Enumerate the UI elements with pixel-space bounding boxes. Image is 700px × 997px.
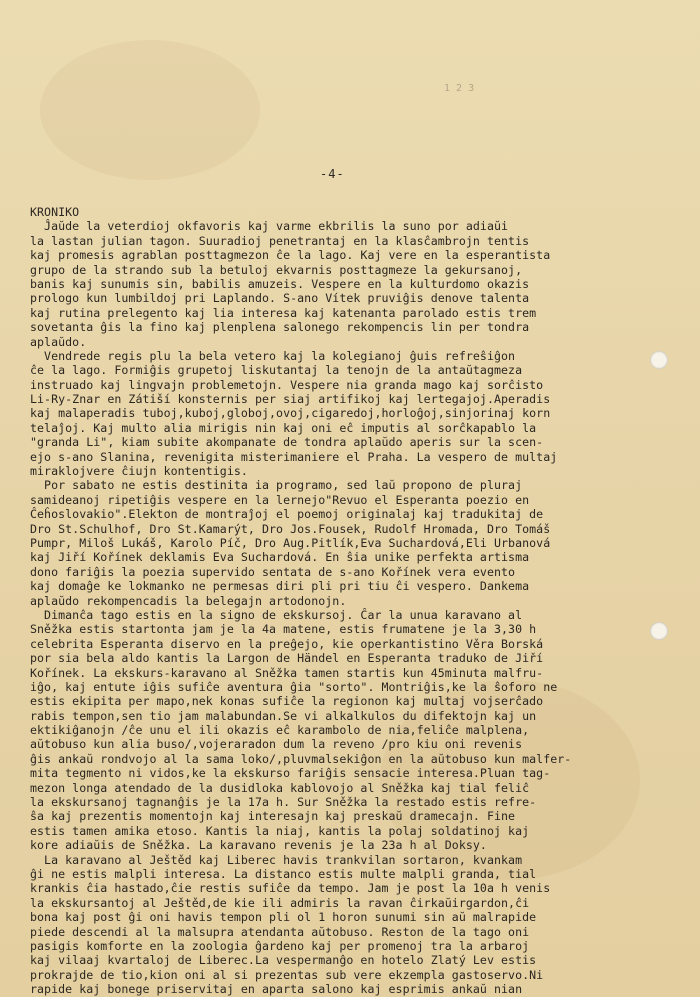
text-line: Por sabato ne estis destinita ia programo, sed laŭ propono de pluraj [30,478,523,493]
text-line: mezon longa atendado de la dusidloka kablovojo al Sněžka kaj tial feliĉ [30,780,530,795]
text-line: Pumpr, Miloš Lukáš, Karolo Píč, Dro Aug.Pitlík,Eva Suchardová,Eli Urbanová [30,535,551,550]
text-line: instruado kaj lingvajn problemetojn. Vespere nia granda mago kaj sorĉisto [30,377,544,392]
text-line: bona kaj post ĝi oni havis tempon pli ol 1 horon sunumi sin aŭ malrapide [30,910,537,925]
section-title: KRONIKO [30,205,80,219]
text-line: miraklojvere ĉiujn kontentigis. [30,464,248,479]
text-line: ejo s-ano Slanina, revenigita misterimaniere el Praha. La vespero de multaj [30,449,558,464]
text-line: prologo kun lumbildoj pri Laplando. S-ano Vítek pruviĝis denove talenta [30,291,530,306]
text-line: por sia bela aldo kantis la Largon de Händel en Esperanta traduko de Jiří [30,651,544,666]
typewritten-text [30,205,670,996]
text-line: kaj malaperadis tuboj,kuboj,globoj,ovoj,cigaredoj,horloĝoj,sinjorinaj korn [30,406,551,421]
text-line: La karavano al Ještěd kaj Liberec havis trankvilan sortaron, kvankam [30,852,523,867]
text-line: ŝa kaj prezentis momentojn kaj interesajn kaj preskaŭ dramecajn. Fine [30,809,516,824]
text-line: "granda Li", kiam subite akompanate de tondra aplaŭdo aperis sur la scen- [30,435,544,450]
text-line: samideanoj ripetiĝis vespere en la lernejo"Revuo el Esperanta poezio en [30,492,530,507]
text-line: grupo de la strando sub la betuloj ekvarnis posttagmeze la gekursanoj, [30,262,523,277]
text-line: rapide kaj bonege priservitaj en aparta salono kaj esprimis ankaŭ nian [30,982,523,997]
text-line: Kořínek. La ekskurs-karavano al Sněžka tamen startis kun 45minuta malfru- [30,665,544,680]
text-line: banis kaj sunumis sin, babilis amuzeis. Vespere en la kulturdomo okazis [30,276,530,291]
text-line: kaj rutina prelegento kaj lia interesa kaj katenanta parolado estis trem [30,305,537,320]
text-line: Dro St.Schulhof, Dro St.Kamarýt, Dro Jos.Fousek, Rudolf Hromada, Dro Tomáš [30,521,551,536]
text-line: krankis ĉia hastado,ĉie restis sufiĉe da tempo. Jam je post la 10a h venis [30,881,551,896]
text-line: sovetanta ĝis la fino kaj plenplena salonego rekompencis lin per tondra [30,320,530,335]
text-line: la ekskursantoj al Ještěd,de kie ili admiris la ravan ĉirkaŭirgardon,ĉi [30,895,530,910]
text-line: estis tamen amika etoso. Kantis la niaj, kantis la polaj soldatinoj kaj [30,823,530,838]
paper-stain [40,40,260,180]
text-line: la ekskursanoj tagnanĝis je la 17a h. Sur Sněžka la restado estis refre- [30,795,537,810]
text-line: celebrita Esperanta diservo en la preĝejo, kie operkantistino Věra Borská [30,636,544,651]
text-line: kore adiaŭis de Sněžka. La karavano revenis je la 23a h al Doksy. [30,838,487,853]
text-line: Ĵaŭde la veterdioj okfavoris kaj varme ekbrilis la suno por adiaŭi [30,219,509,234]
text-line: kaj Jiří Kořínek deklamis Eva Suchardová. En ŝia unike perfekta artisma [30,550,530,565]
text-line: aplaŭdo. [30,334,87,349]
text-line: dono fariĝis la poezia supervido sentata de s-ano Kořínek vera evento [30,564,516,579]
text-line: iĝo, kaj entute iĝis sufiĉe aventura ĝia "sorto". Montriĝis,ke la ŝoforo ne [30,679,558,694]
text-line: Dimanĉa tago estis en la signo de ekskursoj. Ĉar la unua karavano al [30,607,523,622]
text-line: prokrajde de tio,kion oni al si prezentas sub vere ekzempla gastoservo.Ni [30,967,544,982]
text-line: aplaŭdo rekompencadis la belegajn artodonojn. [30,593,347,608]
text-line: Li-Ry-Znar en Zátiší konsternis per siaj artifikoj kaj lertegajoj.Aperadis [30,392,551,407]
faint-mark: 1 2 3 [444,83,475,94]
text-line: ĉe la lago. Formiĝis grupetoj liskutantaj la tenojn de la antaŭtagmeza [30,363,523,378]
text-line: kaj promesis agrablan posttagmezon ĉe la lago. Kaj vere en la esperantista [30,248,551,263]
text-line: ektikiĝanojn /ĉe unu el ili okazis eĉ karambolo de nia,feliĉe malplena, [30,723,530,738]
text-line: ĝi ne estis malpli interesa. La distanco estis multe malpli granda, tial [30,866,537,881]
text-line: ĝis ankaŭ rondvojo al la sama loko/,pluvmalsekiĝon en la aŭtobuso kun malfer- [30,751,572,766]
text-line: la lastan julian tagon. Suuradioj penetrantaj en la klasĉambrojn tentis [30,233,530,248]
text-line: Vendrede regis plu la bela vetero kaj la kolegianoj ĝuis refreŝiĝon [30,348,516,363]
text-line: estis ekipita per mapo,nek konas sufiĉe la regionon kaj multaj vojserĉado [30,694,544,709]
text-line: mita tegmento ni vidos,ke la ekskurso fariĝis sensacie interesa.Pluan tag- [30,766,551,781]
text-line: kaj domaĝe ke lokmanko ne permesas diri pli pri tiu ĉi vespero. Dankema [30,579,530,594]
text-line: Ĉeĥoslovakio".Elekton de montraĵoj el poemoj originalaj kaj tradukitaj de [30,507,544,522]
text-line: Sněžka estis startonta jam je la 4a matene, estis frumatene je la 3,30 h [30,622,537,637]
text-line: telaĵoj. Kaj multo alia mirigis nin kaj oni eĉ imputis al sorĉkapablo la [30,420,537,435]
text-line: piede descendi al la malsupra atendanta aŭtobuso. Reston de la tago oni [30,924,530,939]
text-line: kaj vilaaj kvartaloj de Liberec.La vespermanĝo en hotelo Zlatý Lev estis [30,953,537,968]
text-line: aŭtobuso kun alia buso/,vojeraradon dum la reveno /pro kiu oni revenis [30,737,523,752]
text-line: pasigis komforte en la zoologia ĝardeno kaj per promenoj tra la arbaroj [30,938,530,953]
page-number: -4- [320,167,345,181]
text-line: rabis tempon,sen tio jam malabundan.Se vi alkalkulos du difektojn kaj un [30,708,537,723]
